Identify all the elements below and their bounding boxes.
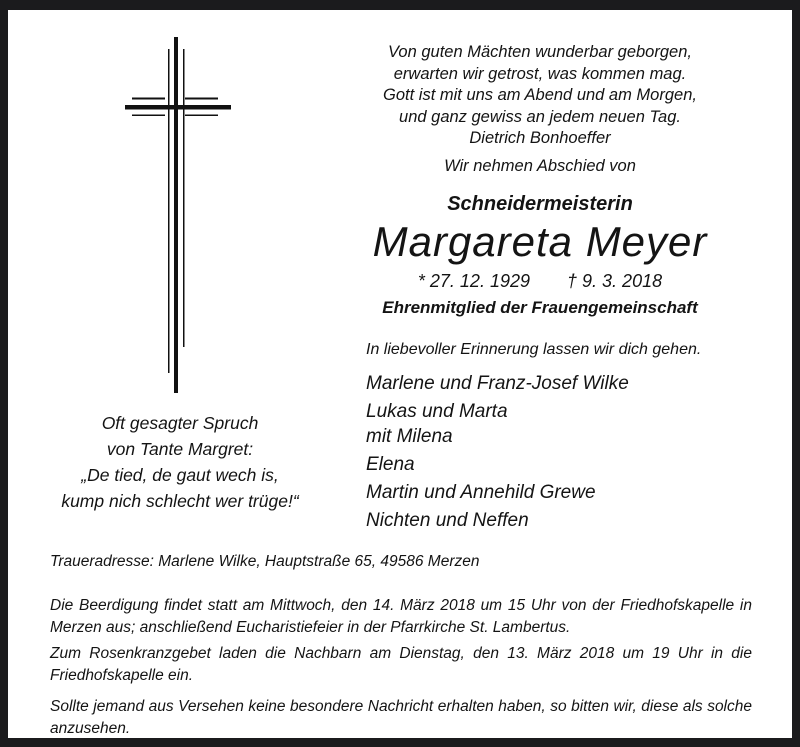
- apology-note: Sollte jemand aus Versehen keine besondere Nachricht erhalten haben, so bitten wir, diese als solche anzusehen.: [50, 698, 752, 737]
- mourner-entry: Martin und Annehild Grewe: [366, 482, 596, 503]
- memorial-line: In liebevoller Erinnerung lassen wir dich gehen.: [366, 341, 702, 358]
- mourner-entry: Elena: [366, 454, 415, 475]
- quote-line: Von guten Mächten wunderbar geborgen,: [388, 43, 692, 61]
- birth-date: * 27. 12. 1929: [417, 271, 530, 291]
- quote-line: und ganz gewiss an jedem neuen Tag.: [399, 107, 681, 126]
- quote-line: erwarten wir getrost, was kommen mag.: [393, 64, 687, 83]
- rosary-announcement: Zum Rosenkranzgebet laden die Nachbarn am Dienstag, den 13. März 2018 um 19 Uhr in die Friedhofskapelle ein.: [50, 645, 752, 684]
- funeral-announcement: Die Beerdigung findet statt am Mittwoch, den 14. März 2018 um 15 Uhr von der Friedhofskapelle in Merzen aus; anschließend Eucharistiefeier in der Pfarrkirche St. Lambertus.: [50, 597, 752, 636]
- notice-footer: [50, 552, 752, 738]
- opening-quote: [340, 42, 740, 150]
- honorary-membership: Ehrenmitglied der Frauengemeinschaft: [382, 298, 698, 317]
- farewell-line: Wir nehmen Abschied von: [444, 156, 636, 175]
- mourning-address: Traueradresse: Marlene Wilke, Hauptstraße 65, 49586 Merzen: [50, 553, 480, 570]
- mourner-entry: Lukas und Marta: [366, 401, 508, 422]
- saying-line: Oft gesagter Spruch: [101, 413, 259, 433]
- notice-main-column: [340, 42, 740, 534]
- cross-icon: [122, 35, 236, 395]
- obituary-page: [8, 10, 792, 738]
- saying-line: kump nich schlecht wer trüge!“: [61, 491, 299, 511]
- death-date: † 9. 3. 2018: [567, 271, 663, 291]
- quote-attribution: Dietrich Bonhoeffer: [469, 129, 611, 147]
- mourner-entry: Nichten und Neffen: [366, 510, 529, 531]
- deceased-profession: Schneidermeisterin: [447, 193, 633, 215]
- saying-line: „De tied, de gaut wech is,: [81, 465, 279, 485]
- mourner-entry: Marlene und Franz-Josef Wilke: [366, 373, 629, 394]
- family-saying: [35, 410, 325, 514]
- mourners-list: [340, 371, 740, 534]
- saying-line: von Tante Margret:: [106, 439, 254, 459]
- quote-line: Gott ist mit uns am Abend und am Morgen,: [383, 86, 697, 104]
- mourner-entry: mit Milena: [366, 426, 453, 447]
- life-dates: [340, 269, 740, 293]
- deceased-name: Margareta Meyer: [372, 218, 708, 265]
